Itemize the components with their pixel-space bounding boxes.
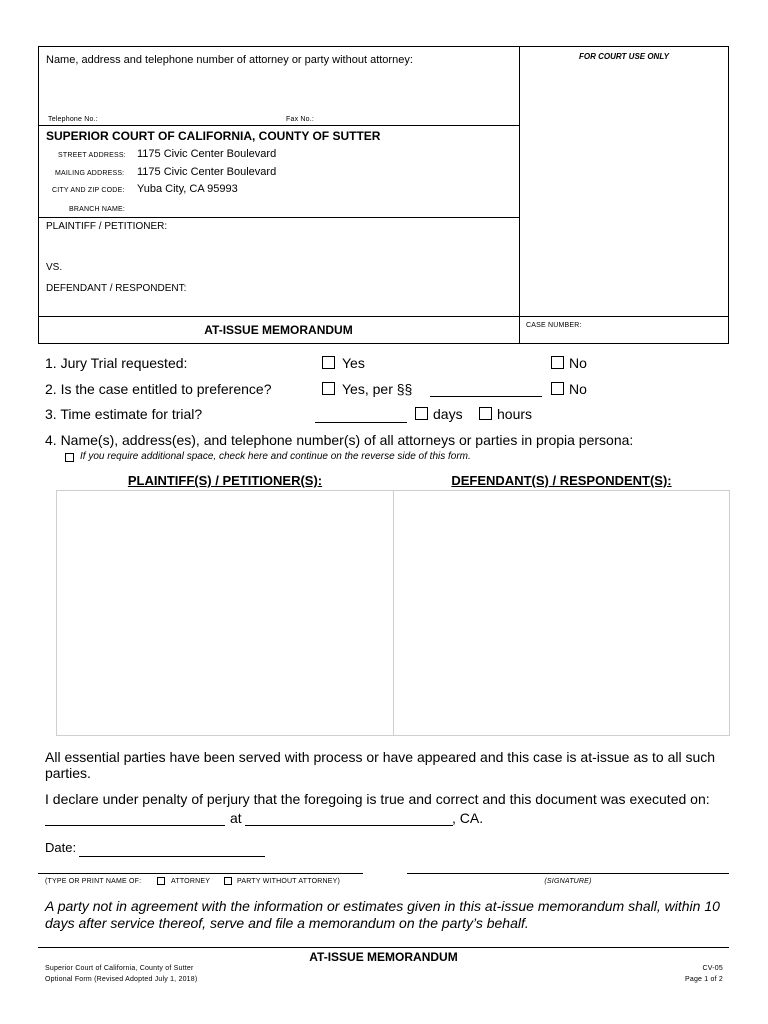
footer-form-note: Optional Form (Revised Adopted July 1, 2018) — [45, 976, 198, 983]
preference-yes-checkbox[interactable] — [322, 382, 335, 395]
question-preference: 2. Is the case entitled to preference? — [45, 381, 272, 397]
time-estimate-line[interactable] — [315, 422, 407, 423]
additional-space-checkbox[interactable] — [65, 453, 74, 462]
preference-no-label: No — [569, 381, 587, 397]
signature-line[interactable] — [407, 873, 729, 874]
city-label: CITY AND ZIP CODE: — [52, 187, 125, 194]
date-label: Date: — [45, 840, 77, 855]
defendants-entry-box[interactable] — [393, 490, 730, 736]
footer-form-code: CV-05 — [702, 965, 723, 972]
days-checkbox[interactable] — [415, 407, 428, 420]
notice-text: A party not in agreement with the information or estimates given in this at-issue memorandum shall, within 10 days after service thereof, serve and file a memorandum on the party’s behalf. — [45, 898, 720, 931]
jury-no-label: No — [569, 355, 587, 371]
hours-label: hours — [497, 406, 533, 422]
party-option-label: PARTY WITHOUT ATTORNEY) — [237, 878, 340, 885]
question-time-estimate: 3. Time estimate for trial? — [45, 406, 203, 422]
street-label: STREET ADDRESS: — [58, 152, 126, 159]
type-name-label: (TYPE OR PRINT NAME OF: — [45, 878, 142, 885]
question-attorneys: 4. Name(s), address(es), and telephone number(s) of all attorneys or parties in propia persona: — [45, 432, 634, 448]
parties-section-bottom — [38, 316, 729, 317]
printed-name-line[interactable] — [38, 873, 363, 874]
attorney-option-checkbox[interactable] — [157, 877, 165, 885]
jury-yes-label: Yes — [342, 355, 365, 371]
footer-page: Page 1 of 2 — [684, 976, 723, 983]
jury-no-checkbox[interactable] — [551, 356, 564, 369]
caption-divider — [519, 46, 520, 344]
mailing-label: MAILING ADDRESS: — [55, 170, 125, 177]
plaintiff-label: PLAINTIFF / PETITIONER: — [46, 221, 168, 232]
plaintiffs-header: PLAINTIFF(S) / PETITIONER(S): — [127, 473, 323, 488]
preference-no-checkbox[interactable] — [551, 382, 564, 395]
street-value: 1175 Civic Center Boulevard — [137, 148, 277, 160]
defendants-header: DEFENDANT(S) / RESPONDENT(S): — [451, 473, 672, 488]
at-label: at — [230, 810, 242, 826]
question-jury-trial: 1. Jury Trial requested: — [45, 355, 188, 371]
vs-label: VS. — [46, 262, 63, 273]
attorney-option-label: ATTORNEY — [171, 878, 211, 885]
fax-label: Fax No.: — [286, 116, 315, 123]
additional-space-note: If you require additional space, check here and continue on the reverse side of this form. — [80, 451, 471, 462]
ca-label: , CA. — [452, 810, 484, 826]
execution-date-line[interactable] — [45, 825, 225, 826]
footer-title: AT-ISSUE MEMORANDUM — [309, 950, 458, 964]
preference-code-line[interactable] — [430, 396, 542, 397]
court-use-label: FOR COURT USE ONLY — [579, 52, 669, 61]
caption-box — [38, 46, 729, 344]
defendant-label: DEFENDANT / RESPONDENT: — [46, 283, 187, 294]
party-option-checkbox[interactable] — [224, 877, 232, 885]
branch-label: BRANCH NAME: — [69, 206, 126, 213]
case-number-label: CASE NUMBER: — [526, 322, 582, 329]
plaintiffs-entry-box[interactable] — [56, 490, 394, 736]
served-statement: All essential parties have been served with process or have appeared and this case is at-issue as to all such parties. — [45, 749, 716, 781]
mailing-value: 1175 Civic Center Boulevard — [137, 166, 277, 178]
date-line[interactable] — [79, 856, 265, 857]
perjury-statement: I declare under penalty of perjury that the foregoing is true and correct and this document was executed on: — [45, 791, 710, 807]
form-title: AT-ISSUE MEMORANDUM — [204, 323, 353, 337]
execution-place-line[interactable] — [245, 825, 453, 826]
attorney-section-bottom — [38, 125, 519, 126]
preference-yes-label: Yes, per §§ — [342, 381, 413, 397]
court-name: SUPERIOR COURT OF CALIFORNIA, COUNTY OF SUTTER — [46, 129, 381, 143]
hours-checkbox[interactable] — [479, 407, 492, 420]
signature-label: (SIGNATURE) — [544, 878, 592, 885]
court-section-bottom — [38, 217, 519, 218]
footer-court: Superior Court of California, County of Sutter — [45, 965, 194, 972]
attorney-label: Name, address and telephone number of attorney or party without attorney: — [46, 54, 413, 66]
jury-yes-checkbox[interactable] — [322, 356, 335, 369]
footer-rule — [38, 947, 729, 948]
telephone-label: Telephone No.: — [48, 116, 98, 123]
days-label: days — [433, 406, 463, 422]
city-value: Yuba City, CA 95993 — [137, 183, 238, 195]
